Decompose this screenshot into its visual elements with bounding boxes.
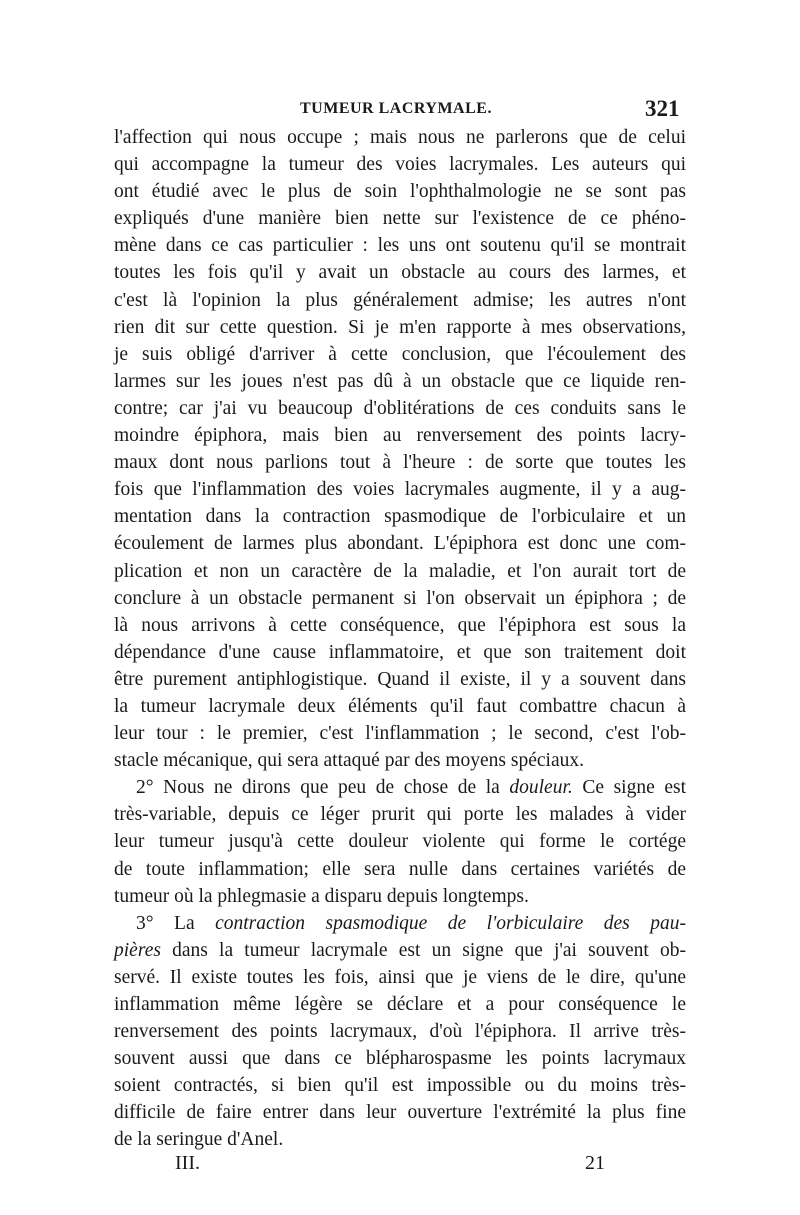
- text-run: c'est là l'opinion la plus généralement admise; les autres n'ont: [114, 289, 686, 311]
- text-run: dépendance d'une cause inflammatoire, et que son traitement doit: [114, 641, 686, 663]
- text-run: moindre épiphora, mais bien au renversement des points lacry-: [114, 425, 686, 447]
- text-line: [114, 503, 686, 530]
- text-line: [114, 476, 686, 503]
- text-line: [114, 205, 686, 232]
- text-run: souvent aussi que dans ce blépharospasme les points lacrymaux: [114, 1048, 686, 1070]
- text-line: [114, 1099, 686, 1126]
- text-line: [114, 964, 686, 991]
- text-run: leur tumeur jusqu'à cette douleur violente qui forme le cortége: [114, 831, 686, 853]
- text-run: Ce signe est: [572, 777, 687, 799]
- text-line: [114, 314, 686, 341]
- text-run: conclure à un obstacle permanent si l'on observait un épiphora ; de: [114, 587, 686, 609]
- text-line: [114, 693, 686, 720]
- text-line: [114, 585, 686, 612]
- text-line: [114, 558, 686, 585]
- text-run: 3° La: [136, 912, 216, 934]
- text-run: 2° Nous ne dirons que peu de chose de la: [136, 777, 510, 799]
- text-run: être purement antiphlogistique. Quand il existe, il y a souvent dans: [114, 668, 686, 690]
- text-run: mentation dans la contraction spasmodique de l'orbiculaire et un: [114, 506, 686, 528]
- text-line: [114, 883, 686, 910]
- text-line: [114, 287, 686, 314]
- text-line: [114, 449, 686, 476]
- text-run: expliqués d'une manière bien nette sur l'existence de ce phéno-: [114, 208, 686, 230]
- text-run: rien dit sur cette question. Si je m'en rapporte à mes observations,: [114, 316, 686, 338]
- page-number: 321: [645, 96, 680, 121]
- text-run: maux dont nous parlions tout à l'heure : de sorte que toutes les: [114, 452, 686, 474]
- text-run: l'affection qui nous occupe ; mais nous ne parlerons que de celui: [114, 127, 686, 148]
- text-run: larmes sur les joues n'est pas dû à un obstacle que ce liquide ren-: [114, 370, 686, 392]
- signature-mark: III.: [175, 1152, 200, 1174]
- text-run: de la seringue d'Anel.: [114, 1129, 284, 1151]
- text-run: renversement des points lacrymaux, d'où l'épiphora. Il arrive très-: [114, 1021, 686, 1043]
- text-run: dans la tumeur lacrymale est un signe que j'ai souvent ob-: [160, 939, 686, 961]
- text-run: servé. Il existe toutes les fois, ainsi que je viens de le dire, qu'une: [114, 966, 686, 988]
- text-run: tumeur où la phlegmasie a disparu depuis longtemps.: [114, 885, 529, 907]
- text-run: là nous arrivons à cette conséquence, que l'épiphora est sous la: [114, 614, 686, 636]
- text-line: [114, 1018, 686, 1045]
- text-run: plication et non un caractère de la maladie, et l'on aurait tort de: [114, 560, 686, 582]
- text-line: [114, 639, 686, 666]
- text-line: [114, 530, 686, 557]
- italic-text: pières: [114, 939, 161, 961]
- text-run: très-variable, depuis ce léger prurit qui porte les malades à vider: [114, 804, 686, 826]
- text-run: de toute inflammation; elle sera nulle dans certaines variétés de: [114, 858, 686, 880]
- text-line: [114, 856, 686, 883]
- text-run: la tumeur lacrymale deux éléments qu'il faut combattre chacun à: [114, 695, 686, 717]
- text-run: écoulement de larmes plus abondant. L'épiphora est donc une com-: [114, 533, 686, 555]
- text-run: soient contractés, si bien qu'il est impossible ou du moins très-: [114, 1075, 686, 1097]
- text-line: [114, 1045, 686, 1072]
- text-line: [114, 422, 686, 449]
- text-line: [114, 259, 686, 286]
- italic-text: douleur.: [509, 777, 573, 799]
- text-run: leur tour : le premier, c'est l'inflammation ; le second, c'est l'ob-: [114, 723, 686, 745]
- text-line: [114, 720, 686, 747]
- text-line: [114, 1072, 686, 1099]
- text-line: [114, 774, 686, 801]
- text-line: [114, 991, 686, 1018]
- text-run: qui accompagne la tumeur des voies lacrymales. Les auteurs qui: [114, 154, 686, 176]
- text-run: je suis obligé d'arriver à cette conclusion, que l'écoulement des: [114, 343, 686, 365]
- running-head: TUMEUR LACRYMALE.: [300, 100, 492, 117]
- text-run: stacle mécanique, qui sera attaqué par des moyens spéciaux.: [114, 750, 584, 772]
- text-line: [114, 178, 686, 205]
- text-run: difficile de faire entrer dans leur ouverture l'extrémité la plus fine: [114, 1102, 686, 1124]
- text-line: [114, 124, 686, 151]
- italic-text: contraction spasmodique de l'orbiculaire des pau-: [215, 912, 686, 934]
- text-line: [114, 395, 686, 422]
- body-text: [114, 124, 686, 1154]
- text-line: [114, 1126, 686, 1153]
- sheet-number: 21: [585, 1152, 605, 1174]
- text-line: [114, 801, 686, 828]
- text-run: mène dans ce cas particulier : les uns ont soutenu qu'il se montrait: [114, 235, 686, 257]
- text-run: inflammation même légère se déclare et a pour conséquence le: [114, 994, 686, 1015]
- text-line: [114, 612, 686, 639]
- text-line: [114, 747, 686, 774]
- text-run: ont étudié avec le plus de soin l'ophthalmologie ne se sont pas: [114, 181, 686, 203]
- text-line: [114, 828, 686, 855]
- text-line: [114, 666, 686, 693]
- text-run: fois que l'inflammation des voies lacrymales augmente, il y a aug-: [114, 479, 686, 501]
- text-line: [114, 232, 686, 259]
- text-line: [114, 151, 686, 178]
- text-line: [114, 937, 686, 964]
- text-line: [114, 341, 686, 368]
- text-run: toutes les fois qu'il y avait un obstacle au cours des larmes, et: [114, 262, 686, 284]
- text-line: [114, 368, 686, 395]
- text-line: [114, 910, 686, 937]
- text-run: contre; car j'ai vu beaucoup d'oblitérations de ces conduits sans le: [114, 397, 686, 419]
